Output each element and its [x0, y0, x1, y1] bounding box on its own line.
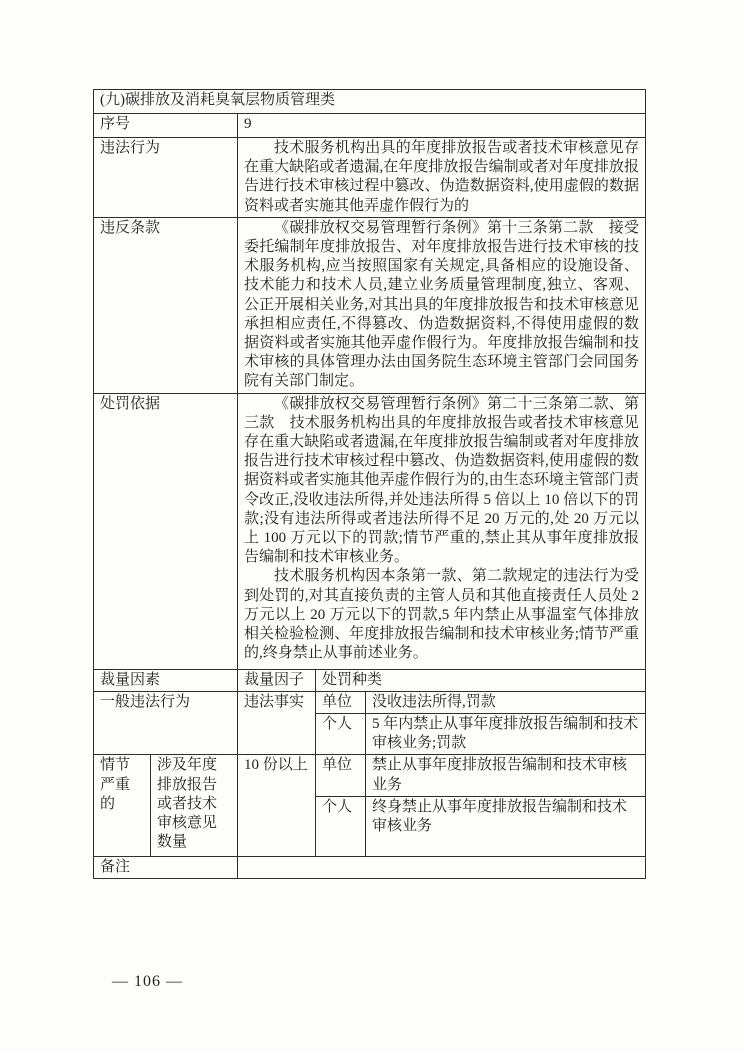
penalty-basis-paragraph-1: 《碳排放权交易管理暂行条例》第二十三条第二款、第三款 技术服务机构出具的年度排放报告或者技术审核意见存在重大缺陷或者遗漏,在年度排放报告编制或者对年度排放报告进行技术审核过程中篡改、伪造数据资料,使用虚假的数据资料或者实施其他弄虚作假行为的,由生态环境主管部门责令改正,没收违法所得,并处违法所得 5 倍以上 10 倍以下的罚款;没有违法所得或者违法所得不足 20 万元的,处 20 万元以上 100 万元以下的罚款;情节严重的,禁止其从事年度排放报告编制和技术审核业务。 — [244, 395, 640, 566]
illegal-act-label: 违法行为 — [94, 138, 238, 218]
general-violation-factor: 违法事实 — [238, 691, 316, 755]
violated-clause-cell — [238, 217, 646, 393]
penalty-basis-label: 处罚依据 — [94, 393, 238, 669]
serial-value: 9 — [238, 114, 646, 138]
severe-violation-label — [94, 755, 151, 856]
severe-individual-penalty-text: 终身禁止从事年度排放报告编制和技术审核业务 — [372, 798, 628, 835]
general-unit-penalty-text: 没收违法所得,罚款 — [372, 693, 496, 710]
remark-label: 备注 — [94, 856, 238, 878]
violated-clause-text: 《碳排放权交易管理暂行条例》第十三条第二款 接受委托编制年度排放报告、对年度排放报告进行技术审核的技术服务机构,应当按照国家有关规定,具备相应的设施设备、技术能力和技术人员,建立业务质量管理制度,独立、客观、公正开展相关业务,对其出具的年度排放报告和技术审核意见承担相应责任,不得篡改、伪造数据资料,不得使用虚假的数据资料或者实施其他弄虚作假行为。年度排放报告编制和技术审核的具体管理办法由国务院生态环境主管部门会同国务院有关部门制定。 — [244, 219, 640, 390]
remark-value — [238, 856, 646, 878]
severe-violation-quantity — [238, 755, 316, 856]
severe-violation-factor-text: 涉及年度排放报告或者技术审核意见数量 — [157, 757, 218, 851]
penalty-discretion-table — [93, 89, 646, 879]
penalty-type-header: 处罚种类 — [316, 669, 646, 691]
severe-violation-label-text: 情节严重的 — [100, 757, 131, 812]
penalty-basis-cell — [238, 393, 646, 669]
severe-unit-penalty-text: 禁止从事年度排放报告编制和技术审核业务 — [372, 757, 628, 793]
general-individual-penalty — [366, 714, 646, 755]
discretion-factor-header: 裁量因素 — [94, 669, 238, 691]
general-violation-label: 一般违法行为 — [94, 691, 238, 755]
page-number: — 106 — — [112, 973, 183, 990]
section-title: (九)碳排放及消耗臭氧层物质管理类 — [94, 90, 646, 114]
violated-clause-label: 违反条款 — [94, 217, 238, 393]
severe-unit-label: 单位 — [316, 755, 366, 796]
severe-violation-factor — [151, 755, 238, 856]
general-individual-penalty-text: 5 年内禁止从事年度排放报告编制和技术审核业务;罚款 — [372, 716, 639, 752]
severe-violation-quantity-text: 10 份以上 — [244, 757, 308, 774]
severe-individual-label: 个人 — [316, 796, 366, 856]
discretion-subfactor-header: 裁量因子 — [238, 669, 316, 691]
general-unit-penalty — [366, 691, 646, 713]
general-individual-label: 个人 — [316, 714, 366, 755]
serial-label: 序号 — [94, 114, 238, 138]
general-unit-label: 单位 — [316, 691, 366, 713]
illegal-act-cell — [238, 138, 646, 218]
severe-individual-penalty — [366, 796, 646, 856]
illegal-act-text: 技术服务机构出具的年度排放报告或者技术审核意见存在重大缺陷或者遗漏,在年度排放报告编制或者对年度排放报告进行技术审核过程中篡改、伪造数据资料,使用虚假的数据资料或者实施其他弄虚作假行为的 — [244, 140, 640, 214]
penalty-basis-paragraph-2: 技术服务机构因本条第一款、第二款规定的违法行为受到处罚的,对其直接负责的主管人员和其他直接责任人员处 2 万元以上 20 万元以下的罚款,5 年内禁止从事温室气体排放相关检验检测、年度排放报告编制和技术审核业务;情节严重的,终身禁止从事前述业务。 — [244, 568, 640, 662]
severe-unit-penalty — [366, 755, 646, 796]
